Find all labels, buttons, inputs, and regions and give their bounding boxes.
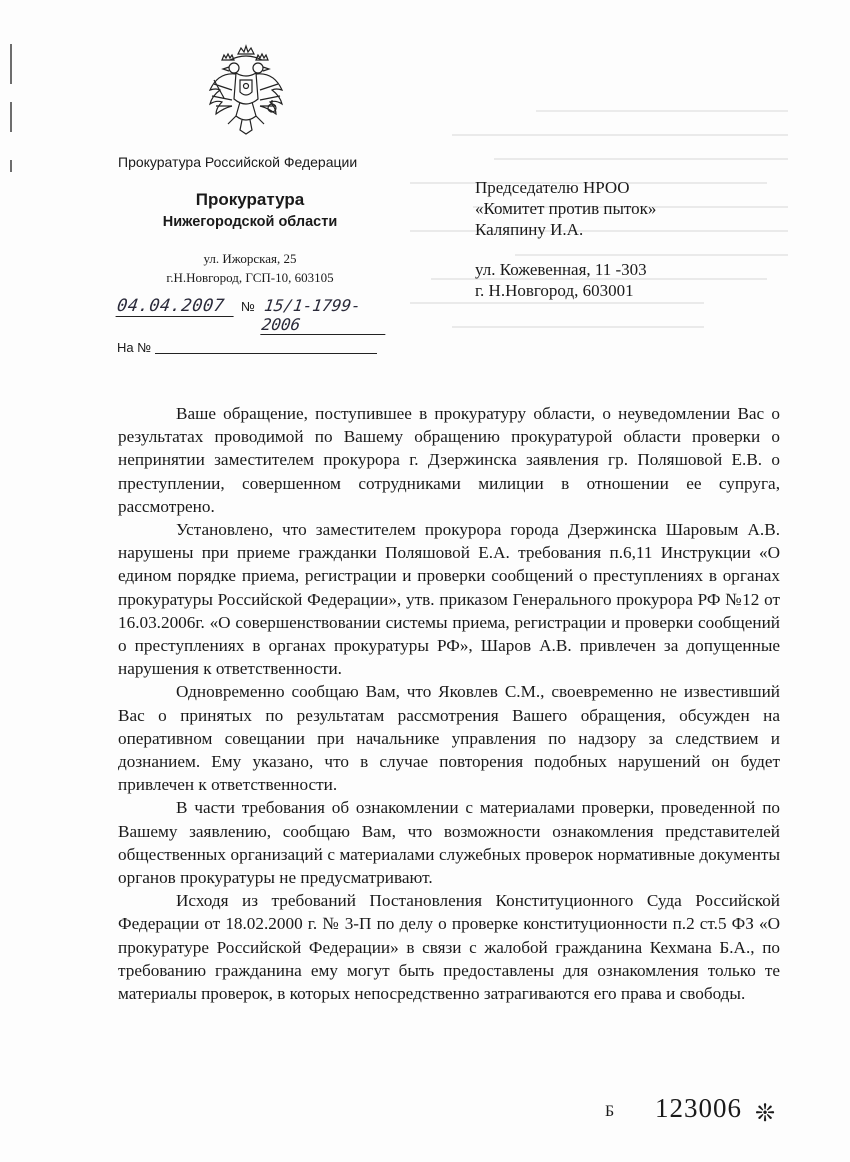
serial-letter: Б [605, 1103, 615, 1120]
scan-edge-mark [10, 102, 12, 132]
handwritten-outgoing-number: 15/1-1799-2006 [260, 296, 390, 335]
reference-blank [155, 353, 377, 354]
office-city: г.Н.Новгород, ГСП-10, 603105 [166, 270, 334, 285]
recipient-organization: «Комитет против пыток» [475, 199, 657, 218]
coat-of-arms-emblem [200, 40, 292, 140]
scan-edge-mark [10, 160, 12, 172]
recipient-name: Каляпину И.А. [475, 220, 584, 239]
office-title: Прокуратура [195, 190, 305, 209]
reference-label: На № [117, 340, 152, 355]
recipient-street: ул. Кожевенная, 11 -303 [475, 260, 647, 279]
body-paragraph: В части требования об ознакомлении с материалами проверки, проведенной по Вашему заявлению, сообщаю Вам, что возможности ознакомления представителей общественных организаций с материалами служебных проверок нормативные документы органов прокуратуры не предусматривают. [118, 798, 780, 888]
recipient-block [475, 177, 656, 301]
body-paragraph: Исходя из требований Постановления Конституционного Суда Российской Федерации от 18.02.2000 г. № 3-П по делу о проверке конституционности п.2 ст.5 ФЗ «О прокуратуре Российской Федерации» в связи с жалобой гражданина Кехмана Б.А., по требованию гражданина ему могут быть предоставлены для ознакомления только те материалы проверок, в которых непосредственно затрагиваются его права и свободы. [118, 891, 780, 1004]
handwritten-date: 04.04.2007 [116, 296, 237, 317]
body-paragraph: Одновременно сообщаю Вам, что Яковлев С.М., своевременно не известивший Вас о принятых по результатам рассмотрения Вашего обращения, обсужден на оперативном совещании при начальнике управления по надзору за следствием и дознанием. Ему указано, что в случае повторения подобных нарушений он будет привлечен к ответственности. [118, 682, 780, 795]
letter-body [118, 402, 780, 1005]
registration-line [115, 296, 417, 334]
number-label: № [241, 299, 255, 314]
issuing-office: Прокуратура Российской Федерации [118, 154, 358, 170]
office-region: Нижегородской области [162, 214, 338, 230]
form-serial [605, 1093, 805, 1133]
recipient-position: Председателю НРОО [475, 178, 630, 197]
office-street: ул. Ижорская, 25 [203, 251, 297, 266]
serial-number: 123006 [655, 1093, 742, 1123]
reference-line [117, 340, 377, 355]
scan-edge-mark [10, 44, 12, 84]
body-paragraph: Установлено, что заместителем прокурора города Дзержинска Шаровым А.В. нарушены при приеме гражданки Поляшовой Е.А. требования п.6,11 Инструкции «О едином порядке приема, регистрации и проверки сообщений о преступлениях в органах прокуратуры Российской Федерации», утв. приказом Генерального прокурора РФ №12 от 16.03.2006г. «О совершенствовании системы приема, регистрации и проверки сообщений о преступлениях в органах прокуратуры РФ», Шаров А.В. привлечен за допущенные нарушения к ответственности. [118, 520, 780, 679]
body-paragraph: Ваше обращение, поступившее в прокуратуру области, о неуведомлении Вас о результатах проводимой по Вашему обращению прокуратурой области проверки о непринятии заместителем прокурора г. Дзержинска заявления гр. Поляшовой Е.В. о преступлении, совершенном сотрудниками милиции в отношении ее супруга, рассмотрено. [118, 404, 780, 516]
recipient-city: г. Н.Новгород, 603001 [475, 281, 634, 300]
serial-ornament-icon: ❊ [755, 1101, 776, 1127]
